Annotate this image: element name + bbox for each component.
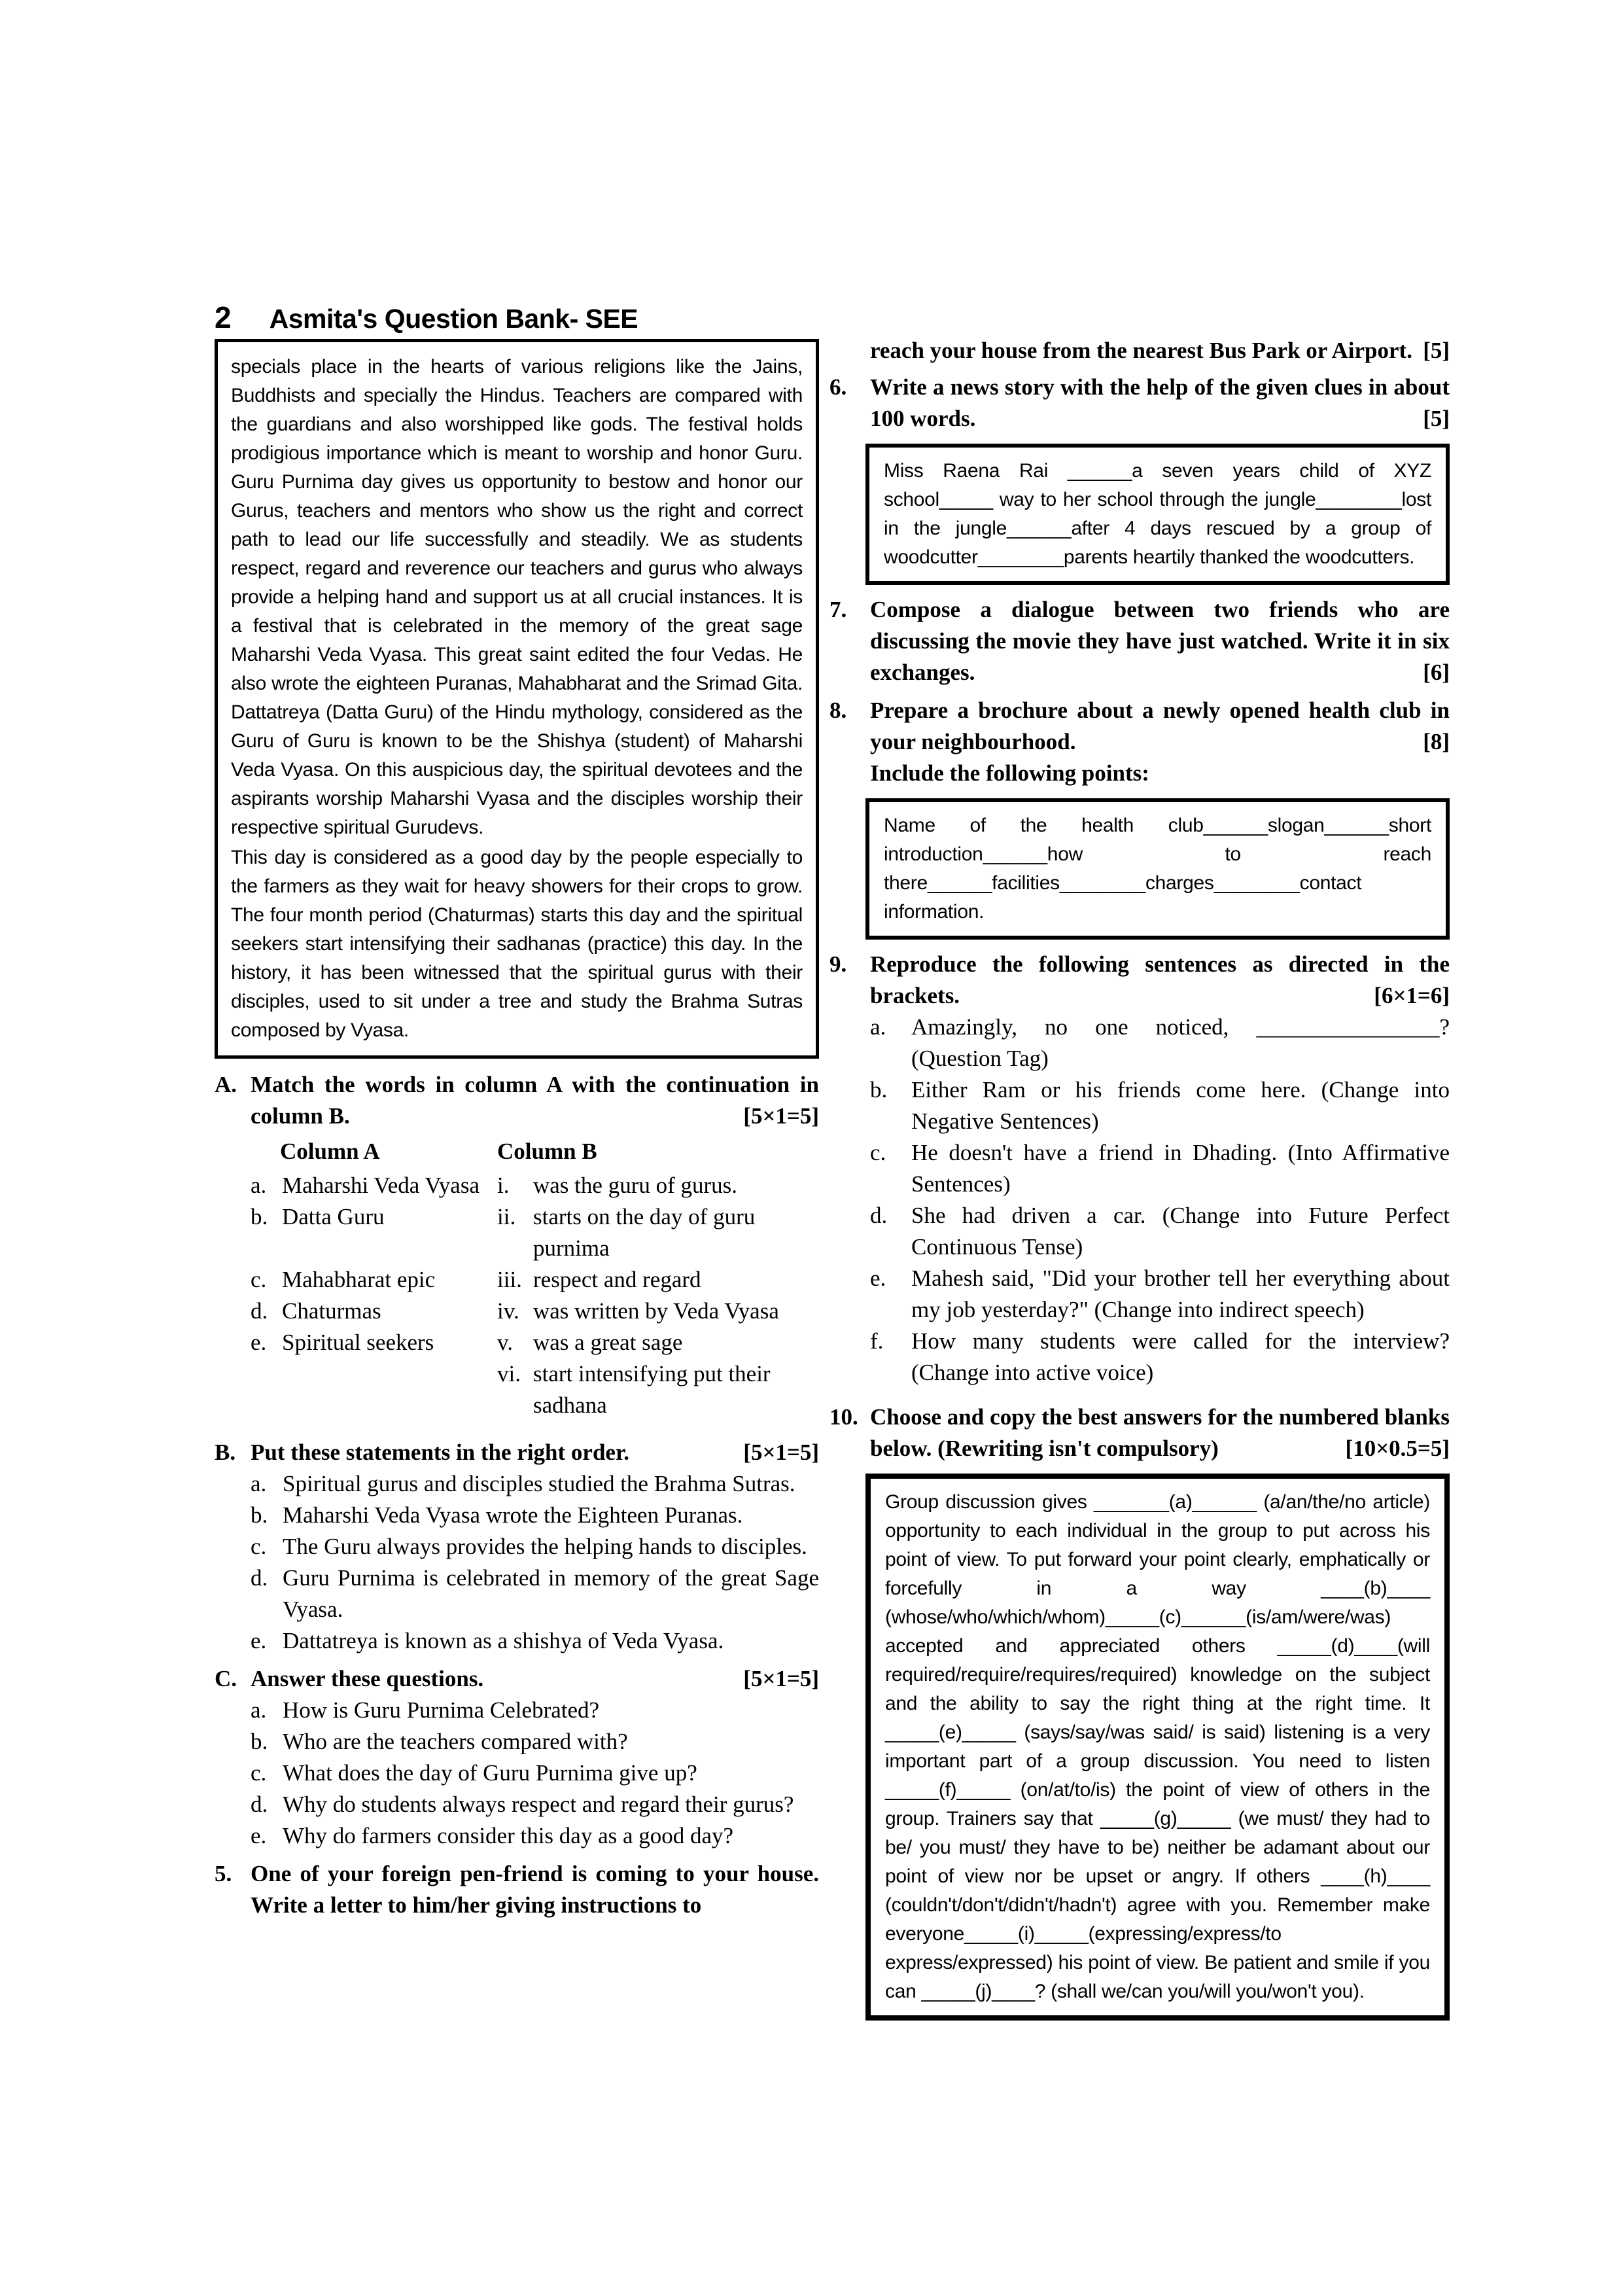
marks-badge: [6] [1423,660,1450,685]
item-text: Why do students always respect and regard their gurus? [283,1792,794,1817]
match-column-headers [251,1136,819,1167]
match-b-text: starts on the day of guru purnima [533,1204,756,1261]
list-item [870,1200,1450,1263]
section-a-title: Match the words in column A with the continuation in column B. [5×1=5] [251,1069,819,1132]
question-8 [829,695,1450,789]
question-10 [829,1402,1450,1464]
match-a-text: Chaturmas [282,1298,381,1324]
item-letter: a. [251,1173,267,1198]
item-letter: a. [251,1697,267,1723]
list-item [251,1695,819,1726]
item-letter: c. [251,1267,267,1292]
section-a-label: A. [215,1072,237,1097]
item-text: Guru Purnima is celebrated in memory of the great Sage Vyasa. [283,1565,819,1622]
section-b-title: Put these statements in the right order. [5×1=5] [251,1437,819,1468]
match-row [251,1358,819,1421]
item-letter: e. [251,1823,267,1848]
item-letter: a. [870,1014,886,1040]
list-item [251,1820,819,1852]
item-letter: d. [251,1298,268,1324]
left-column [215,339,819,1921]
list-item [251,1726,819,1757]
list-item [870,1326,1450,1388]
section-c [215,1663,819,1852]
section-b-label: B. [215,1439,236,1465]
section-c-label: C. [215,1666,237,1691]
question-10-title: Choose and copy the best answers for the numbered blanks below. (Rewriting isn't compulsory) [10×0.5=5] [870,1402,1450,1464]
brochure-points-text: Name of the health club______slogan______short introduction______how to reach there______facilities________charges________contact information. [884,815,1431,923]
match-row [251,1327,819,1358]
match-row [251,1264,819,1296]
list-item [870,1012,1450,1074]
match-column-a-header: Column A [280,1139,380,1164]
cloze-passage-box [865,1474,1450,2021]
item-letter: f. [870,1328,884,1354]
item-letter: c. [251,1760,267,1786]
list-item [251,1757,819,1789]
item-numeral: iv. [497,1298,519,1324]
question-7-label: 7. [829,597,847,622]
question-5 [215,1858,819,1921]
item-letter: b. [251,1729,268,1754]
right-column [829,335,1450,2021]
marks-badge: [6×1=6] [1374,983,1450,1008]
item-text: Mahesh said, "Did your brother tell her everything about my job yesterday?" (Change into indirect speech) [911,1265,1450,1322]
marks-badge: [5] [1423,406,1450,431]
item-text: Either Ram or his friends come here. (Change into Negative Sentences) [911,1077,1450,1134]
question-10-label: 10. [829,1404,858,1430]
match-row [251,1296,819,1327]
question-7 [829,594,1450,688]
item-letter: d. [251,1792,268,1817]
question-5-text: One of your foreign pen-friend is coming to your house. Write a letter to him/her giving instructions to [251,1861,819,1918]
question-7-title: Compose a dialogue between two friends who are discussing the movie they have just watched. Write it in six exchanges. [6] [870,594,1450,688]
item-text: How many students were called for the interview? (Change into active voice) [911,1328,1450,1385]
question-8-subtitle: Include the following points: [870,760,1149,786]
list-item [251,1500,819,1531]
item-numeral: ii. [497,1204,516,1229]
item-letter: e. [870,1265,886,1291]
item-numeral: i. [497,1173,510,1198]
marks-badge: [8] [1423,729,1450,754]
marks-badge: [10×0.5=5] [1345,1436,1450,1461]
match-a-text: Mahabharat epic [282,1267,436,1292]
marks-badge: [5×1=5] [743,1439,819,1465]
list-item [870,1074,1450,1137]
item-text: Why do farmers consider this day as a good day? [283,1823,734,1848]
item-letter: b. [251,1502,268,1528]
item-numeral: vi. [497,1361,521,1386]
reading-passage-box [215,339,819,1059]
match-b-text: start intensifying put their sadhana [533,1361,771,1418]
item-text: Maharshi Veda Vyasa wrote the Eighteen Puranas. [283,1502,743,1528]
item-letter: c. [251,1534,267,1559]
marks-badge: [5×1=5] [743,1666,819,1691]
reading-paragraph-1: specials place in the hearts of various religions like the Jains, Buddhists and specially the Hindus. Teachers are compared with the guardians and also worshipped like gods. The festival holds prodigious importance which is meant to worship and honor Guru. Guru Purnima day gives us opportunity to bestow and honor our Gurus, teachers and mentors who show us the right and correct path to lead our life successfully and steadily. We as students respect, regard and reverence our teachers and gurus who always provide a helping hand and support us at all crucial instances. It is a festival that is celebrated in the memory of the great sage Maharshi Veda Vyasa. This great saint edited the four Vedas. He also wrote the eighteen Puranas, Mahabharat and the Srimad Gita. Dattatreya (Datta Guru) of the Hindu mythology, considered as the Guru of Guru is known to be the Shishya (student) of Maharshi Veda Vyasa. On this auspicious day, the spiritual devotees and the aspirants worship Maharshi Vyasa and the disciples worship their respective spiritual Gurudevs. [231,356,803,838]
item-text: Spiritual gurus and disciples studied the Brahma Sutras. [283,1471,795,1496]
match-row [251,1201,819,1264]
question-6-title: Write a news story with the help of the given clues in about 100 words. [5] [870,372,1450,434]
news-clues-text: Miss Raena Rai ______a seven years child of XYZ school_____ way to her school through the jungle________lost in the jungle______after 4 days rescued by a group of woodcutter________parents heartily thanked the woodcutters. [884,460,1431,568]
question-5-continuation-text: reach your house from the nearest Bus Park or Airport. [5] [870,335,1450,366]
list-item [251,1625,819,1657]
section-a [215,1069,819,1421]
list-item [251,1563,819,1625]
header-title: Asmita's Question Bank- SEE [269,304,638,334]
item-letter: d. [870,1203,888,1228]
page-number: 2 [215,300,232,334]
item-letter: e. [251,1330,267,1355]
item-text: He doesn't have a friend in Dhading. (Into Affirmative Sentences) [911,1140,1450,1197]
item-numeral: iii. [497,1267,522,1292]
match-row [251,1170,819,1201]
match-b-text: respect and regard [533,1267,701,1292]
match-b-text: was a great sage [533,1330,683,1355]
list-item [870,1137,1450,1200]
marks-badge: [5] [1423,338,1450,363]
match-b-text: was the guru of gurus. [533,1173,738,1198]
item-letter: e. [251,1628,267,1653]
question-8-label: 8. [829,698,847,723]
question-8-title: Prepare a brochure about a newly opened health club in your neighbourhood. [8] [870,695,1450,758]
cloze-passage-text: Group discussion gives _______(a)______ (a/an/the/no article) opportunity to each individual in the group to put across his point of view. To put forward your point clearly, emphatically or forcefully in a way ____(b)____ (whose/who/which/whom)_____(c)______(is/am/were/was) accepted and appreciated others _____(d)____(will required/require/requires/required) knowledge on the subject and the ability to say the right thing at the right time. It _____(e)_____ (says/say/was said/ is said) listening is a very important part of a group discussion. You need to listen _____(f)_____ (on/at/to/is) the point of view of others in the group. Trainers say that _____(g)_____ (we must/ they had to be/ you must/ they have to be) neither be adamant about our point of view nor be upset or angry. If others ____(h)____ (couldn't/don't/didn't/hadn't) agree with you. Remember make everyone_____(i)_____(expressing/express/to express/expressed) his point of view. Be patient and smile if you can _____(j)____? (shall we/can you/will you/won't you). [885,1491,1430,2002]
item-text: She had driven a car. (Change into Future Perfect Continuous Tense) [911,1203,1450,1260]
section-b [215,1437,819,1657]
match-column-b-header: Column B [497,1139,597,1164]
question-6-label: 6. [829,374,847,400]
item-letter: b. [251,1204,268,1229]
list-item [870,1263,1450,1326]
item-text: The Guru always provides the helping hands to disciples. [283,1534,807,1559]
question-9-title: Reproduce the following sentences as directed in the brackets. [6×1=6] [870,949,1450,1012]
item-numeral: v. [497,1330,513,1355]
item-letter: c. [870,1140,886,1165]
section-c-title: Answer these questions. [5×1=5] [251,1663,819,1695]
item-letter: d. [251,1565,268,1591]
match-a-text: Datta Guru [282,1204,385,1229]
news-clues-box [865,444,1450,585]
match-a-text: Spiritual seekers [282,1330,434,1355]
question-9-label: 9. [829,951,847,977]
marks-badge: [5×1=5] [743,1103,819,1129]
question-5-continuation [829,335,1450,366]
match-a-text: Maharshi Veda Vyasa [282,1173,480,1198]
page-header [215,300,638,335]
brochure-points-box [865,798,1450,940]
question-9 [829,949,1450,1388]
match-b-text: was written by Veda Vyasa [533,1298,779,1324]
list-item [251,1531,819,1563]
item-letter: a. [251,1471,267,1496]
question-6 [829,372,1450,434]
list-item [251,1468,819,1500]
item-text: How is Guru Purnima Celebrated? [283,1697,600,1723]
question-5-label: 5. [215,1861,232,1886]
reading-paragraph-2: This day is considered as a good day by the people especially to the farmers as they wait for heavy showers for their crops to grow. The four month period (Chaturmas) starts this day and the spiritual seekers start intensifying their sadhanas (practice) this day. In the history, it has been witnessed that the spiritual gurus with their disciples, used to sit under a tree and study the Brahma Sutras composed by Vyasa. [231,847,803,1041]
item-text: What does the day of Guru Purnima give up? [283,1760,697,1786]
item-text: Who are the teachers compared with? [283,1729,628,1754]
list-item [251,1789,819,1820]
item-letter: b. [870,1077,888,1103]
item-text: Amazingly, no one noticed, ________________? (Question Tag) [911,1014,1450,1071]
item-text: Dattatreya is known as a shishya of Veda Vyasa. [283,1628,724,1653]
